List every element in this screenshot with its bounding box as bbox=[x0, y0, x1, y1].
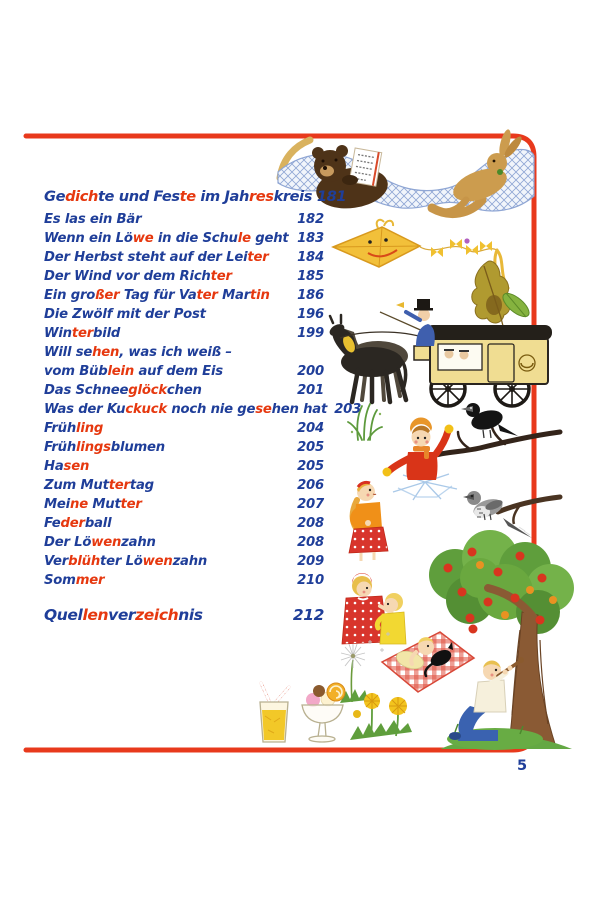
girl-in-orange-top bbox=[349, 482, 388, 561]
toc-entry-title: vom Büblein auf dem Eis bbox=[44, 364, 223, 379]
toc-entry bbox=[44, 267, 324, 286]
toc-entry bbox=[44, 305, 324, 324]
toc-entries bbox=[44, 210, 362, 590]
toc-entry bbox=[44, 210, 324, 229]
toc-entry bbox=[44, 533, 324, 552]
toc-entry-title: Winterbild bbox=[44, 326, 121, 341]
toc-entry bbox=[44, 400, 362, 419]
toc-entry-page: 186 bbox=[297, 288, 324, 303]
cuckoo-on-branch bbox=[463, 491, 560, 538]
toc-entry-page: 183 bbox=[297, 231, 324, 246]
page-number: 5 bbox=[516, 758, 528, 774]
toc-entry-page: 196 bbox=[297, 307, 324, 322]
toc-entry bbox=[44, 248, 324, 267]
toc-entry-title: Zum Muttertag bbox=[44, 478, 154, 493]
toc-entry-title: Der Herbst steht auf der Leiter bbox=[44, 250, 269, 265]
toc-entry-title: Meine Mutter bbox=[44, 497, 142, 512]
toc-entry bbox=[44, 514, 324, 533]
toc-entry bbox=[44, 495, 324, 514]
toc-entry-page: 205 bbox=[297, 459, 324, 474]
toc-entry-page: 210 bbox=[297, 573, 324, 588]
toc-entry-page: 201 bbox=[297, 383, 324, 398]
toc-entry bbox=[44, 381, 324, 400]
toc-entry-page: 184 bbox=[297, 250, 324, 265]
toc-footer-title: Quellenverzeichnis bbox=[44, 606, 203, 624]
toc-entry bbox=[44, 571, 324, 590]
toc-entry-title: Der Wind vor dem Richter bbox=[44, 269, 232, 284]
toc-entry bbox=[44, 324, 324, 343]
toc-entry-page: 199 bbox=[297, 326, 324, 341]
toc-entry-title: Es las ein Bär bbox=[44, 212, 142, 227]
toc-heading bbox=[44, 186, 347, 208]
toc-entry bbox=[44, 438, 324, 457]
toc-entry-title: Der Löwenzahn bbox=[44, 535, 156, 550]
toc-entry-title: Die Zwölf mit der Post bbox=[44, 307, 206, 322]
toc-entry-page: 207 bbox=[297, 497, 324, 512]
toc-entry bbox=[44, 343, 324, 362]
toc-footer-page: 212 bbox=[292, 606, 324, 624]
toc-entry-page: 185 bbox=[297, 269, 324, 284]
toc-entry bbox=[44, 552, 324, 571]
two-children-talking bbox=[342, 573, 406, 644]
toc-entry-page: 209 bbox=[297, 554, 324, 569]
toc-entry-title: Was der Kuckuck noch nie gesehen hat bbox=[44, 402, 328, 417]
lemonade-glass bbox=[260, 683, 289, 742]
toc-footer bbox=[44, 604, 324, 626]
toc-entry-title: Frühlingsblumen bbox=[44, 440, 165, 455]
toc-entry-title: Will sehen, was ich weiß – bbox=[44, 345, 232, 360]
toc-entry-title: Hasen bbox=[44, 459, 90, 474]
toc-entry-page: 208 bbox=[297, 516, 324, 531]
toc-entry-page: 200 bbox=[297, 364, 324, 379]
boy-on-ice bbox=[383, 417, 458, 500]
toc-entry-title: Sommer bbox=[44, 573, 105, 588]
toc-entry bbox=[44, 476, 324, 495]
toc-heading-page: 181 bbox=[316, 188, 347, 205]
toc-entry-title: Das Schneeglöckchen bbox=[44, 383, 202, 398]
ice-cream-sundae bbox=[302, 683, 345, 742]
toc-entry bbox=[44, 229, 324, 248]
toc-entry bbox=[44, 362, 324, 381]
toc-entry-page: 208 bbox=[297, 535, 324, 550]
toc-entry-page: 182 bbox=[297, 212, 324, 227]
toc-entry-title: Federball bbox=[44, 516, 112, 531]
toc-entry bbox=[44, 419, 324, 438]
table-of-contents bbox=[44, 186, 362, 626]
toc-entry-page: 203 bbox=[334, 402, 362, 417]
toc-entry-title: Frühling bbox=[44, 421, 104, 436]
toc-heading-title: Gedichte und Feste im Jahreskreis bbox=[44, 188, 313, 205]
toc-entry-page: 204 bbox=[297, 421, 324, 436]
toc-entry-title: Wenn ein Löwe in die Schule geht bbox=[44, 231, 289, 246]
toc-entry-page: 206 bbox=[297, 478, 324, 493]
toc-entry-page: 205 bbox=[297, 440, 324, 455]
toc-entry-title: Verblühter Löwenzahn bbox=[44, 554, 208, 569]
toc-entry-title: Ein großer Tag für Vater Martin bbox=[44, 288, 270, 303]
toc-entry bbox=[44, 286, 324, 305]
toc-entry bbox=[44, 457, 324, 476]
